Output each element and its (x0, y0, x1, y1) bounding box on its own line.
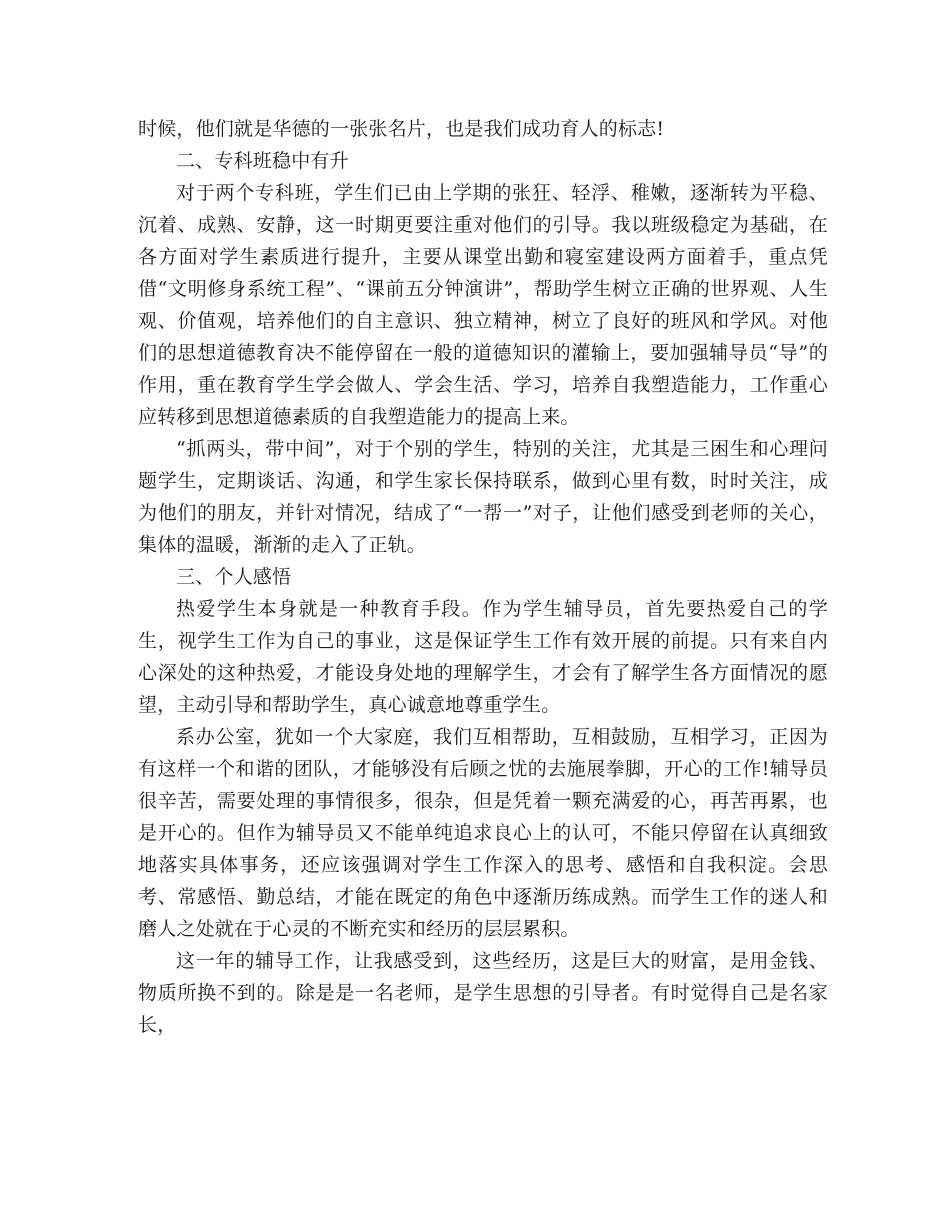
paragraph-specialty-classes: 对于两个专科班，学生们已由上学期的张狂、轻浮、稚嫩，逐渐转为平稳、沉着、成熟、安静，这一时期更要注重对他们的引导。我以班级稳定为基础，在各方面对学生素质进行提升，主要从课堂出勤和寝室建设两方面着手，重点凭借“文明修身系统工程”、“课前五分钟演讲”，帮助学生树立正确的世界观、人生观、价值观，培养他们的自主意识、独立精神，树立了良好的班风和学风。对他们的思想道德教育决不能停留在一般的道德知识的灌输上，要加强辅导员“导”的作用，重在教育学生学会做人、学会生活、学习，培养自我塑造能力，工作重心应转移到思想道德素质的自我塑造能力的提高上来。 (138, 182, 828, 428)
document-body (138, 113, 828, 1041)
paragraph-focus-students: “抓两头，带中间”，对于个别的学生，特别的关注，尤其是三困生和心理问题学生，定期谈话、沟通，和学生家长保持联系，做到心里有数，时时关注，成为他们的朋友，并针对情况，结成了“一帮一”对子，让他们感受到老师的关心，集体的温暖，渐渐的走入了正轨。 (138, 438, 828, 556)
paragraph-year-summary: 这一年的辅导工作，让我感受到，这些经历，这是巨大的财富，是用金钱、物质所换不到的。除是是一名老师，是学生思想的引导者。有时觉得自己是名家长， (138, 950, 828, 1036)
paragraph-office-team: 系办公室，犹如一个大家庭，我们互相帮助，互相鼓励，互相学习，正因为有这样一个和谐的团队，才能够没有后顾之忧的去施展拳脚，开心的工作!辅导员很辛苦，需要处理的事情很多，很杂，但是凭着一颗充满爱的心，再苦再累，也是开心的。但作为辅导员又不能单纯追求良心上的认可，不能只停留在认真细致地落实具体事务，还应该强调对学生工作深入的思考、感悟和自我积淀。会思考、常感悟、勤总结，才能在既定的角色中逐渐历练成熟。而学生工作的迷人和磨人之处就在于心灵的不断充实和经历的层层累积。 (138, 726, 828, 940)
section-heading-personal-reflection: 三、个人感悟 (176, 566, 292, 588)
paragraph-continuation: 时候，他们就是华德的一张张名片，也是我们成功育人的标志! (138, 118, 665, 140)
paragraph-love-students: 热爱学生本身就是一种教育手段。作为学生辅导员，首先要热爱自己的学生，视学生工作为自己的事业，这是保证学生工作有效开展的前提。只有来自内心深处的这种热爱，才能设身处地的理解学生，才会有了解学生各方面情况的愿望，主动引导和帮助学生，真心诚意地尊重学生。 (138, 598, 828, 716)
section-heading-specialty-classes: 二、专科班稳中有升 (176, 150, 349, 172)
